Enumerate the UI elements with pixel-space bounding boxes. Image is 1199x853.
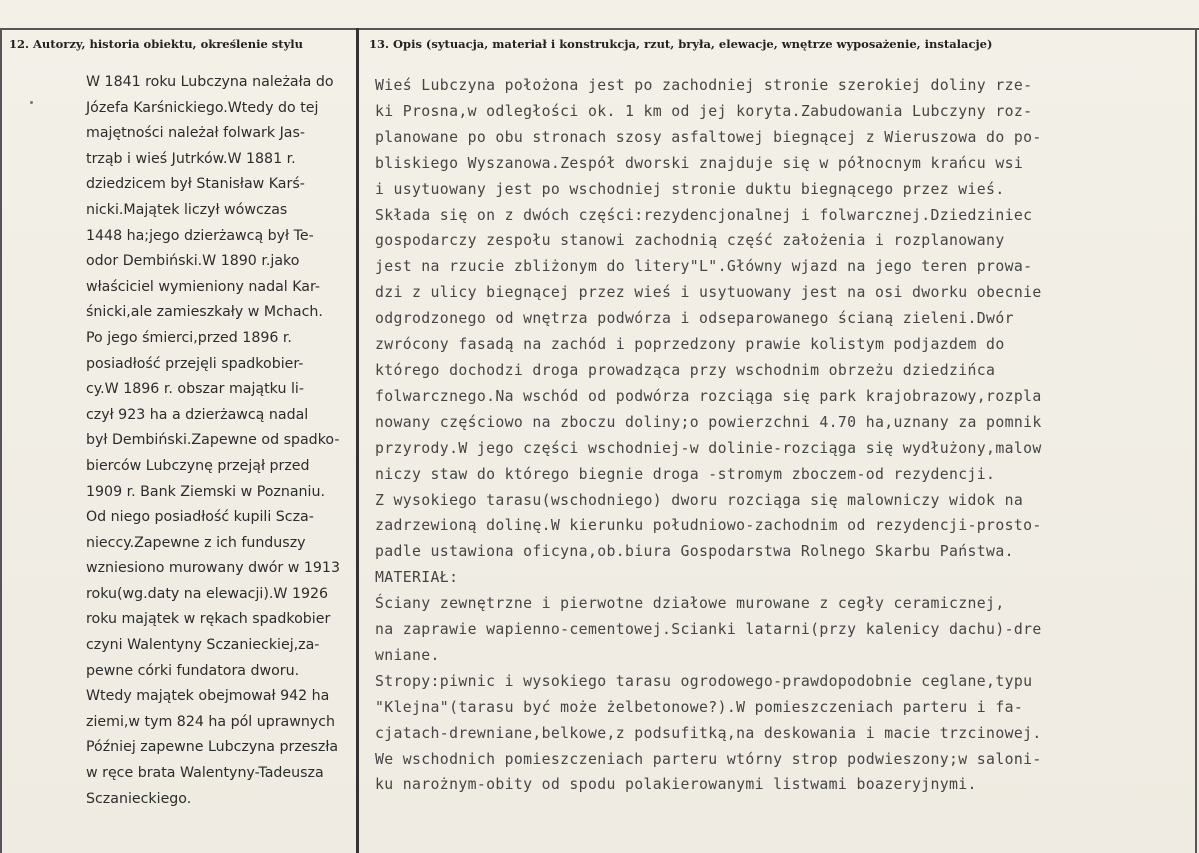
- history-line: Po jego śmierci,przed 1896 r.: [86, 329, 292, 346]
- description-line: ku narożnym-obity od spodu polakierowanymi listwami boazeryjnymi.: [375, 776, 977, 794]
- top-rule: [0, 28, 1199, 30]
- history-line: 1909 r. Bank Ziemski w Poznaniu.: [86, 483, 325, 500]
- section-13-heading: 13. Opis (sytuacja, materiał i konstrukcja, rzut, bryła, elewacje, wnętrze wyposażenie, instalacje): [369, 37, 993, 51]
- description-line: Ściany zewnętrzne i pierwotne działowe murowane z cegły ceramicznej,: [375, 595, 1005, 613]
- description-line: ki Prosna,w odległości ok. 1 km od jej koryta.Zabudowania Lubczyny roz-: [375, 102, 1033, 120]
- description-line: MATERIAŁ:: [375, 569, 459, 587]
- history-line: czył 923 ha a dzierżawcą nadal: [86, 406, 309, 423]
- description-line: gospodarczy zespołu stanowi zachodnią część założenia i rozplanowany: [375, 232, 1005, 250]
- description-line: jest na rzucie zbliżonym do litery"L".Główny wjazd na jego teren prowa-: [375, 258, 1033, 276]
- history-line: roku majątek w rękach spadkobier: [86, 611, 331, 628]
- description-line: padle ustawiona oficyna,ob.biura Gospodarstwa Rolnego Skarbu Państwa.: [375, 543, 1014, 561]
- description-line: "Klejna"(tarasu być może żelbetonowe?).W pomieszczeniach parteru i fa-: [375, 698, 1024, 716]
- history-line: bierców Lubczynę przejął przed: [86, 457, 310, 474]
- description-line: folwarcznego.Na wschód od podwórza rozciąga się park krajobrazowy,rozpla: [375, 387, 1042, 405]
- description-line: i usytuowany jest po wschodniej stronie duktu biegnącego przez wieś.: [375, 180, 1005, 198]
- description-line: Składa się on z dwóch części:rezydencjonalnej i folwarcznej.Dziedziniec: [375, 206, 1033, 224]
- history-line: nicki.Majątek liczył wówczas: [86, 201, 288, 218]
- description-line: odgrodzonego od wnętrza podwórza i odseparowanego ścianą zieleni.Dwór: [375, 310, 1014, 328]
- history-line: nieccy.Zapewne z ich funduszy: [86, 534, 306, 551]
- description-line: na zaprawie wapienno-cementowej.Scianki latarni(przy kalenicy dachu)-dre: [375, 621, 1042, 639]
- right-border: [1195, 28, 1197, 853]
- history-text: [86, 70, 352, 812]
- description-line: cjatach-drewniane,belkowe,z podsufitką,na deskowania i macie trzcinowej.: [375, 724, 1042, 742]
- description-line: Wieś Lubczyna położona jest po zachodniej stronie szerokiej doliny rze-: [375, 77, 1033, 94]
- description-line: We wschodnich pomieszczeniach parteru wtórny strop podwieszony;w saloni-: [375, 750, 1042, 768]
- description-line: Stropy:piwnic i wysokiego tarasu ogrodowego-prawdopodobnie ceglane,typu: [375, 672, 1033, 690]
- ink-dot: [30, 101, 33, 104]
- history-line: Józefa Karśnickiego.Wtedy do tej: [86, 99, 319, 116]
- history-line: Sczanieckiego.: [86, 790, 192, 807]
- history-line: majętności należał folwark Jas-: [86, 125, 305, 142]
- description-text: [375, 73, 1195, 798]
- history-line: trząb i wieś Jutrków.W 1881 r.: [86, 150, 296, 167]
- description-line: planowane po obu stronach szosy asfaltowej biegnącej z Wieruszowa do po-: [375, 128, 1042, 146]
- history-line: czyni Walentyny Sczanieckiej,za-: [86, 637, 320, 654]
- history-line: śnicki,ale zamieszkały w Mchach.: [86, 304, 323, 321]
- description-line: przyrody.W jego części wschodniej-w dolinie-rozciąga się wydłużony,malow: [375, 439, 1042, 457]
- description-line: dzi z ulicy biegnącej przez wieś i usytuowany jest na osi dworku obecnie: [375, 284, 1042, 302]
- description-line: nowany częściowo na zboczu doliny;o powierzchni 4.70 ha,uznany za pomnik: [375, 413, 1042, 431]
- description-line: którego dochodzi droga prowadząca przy wschodnim obrzeżu dziedzińca: [375, 361, 996, 379]
- history-line: w ręce brata Walentyny-Tadeusza: [86, 765, 324, 782]
- history-line: ziemi,w tym 824 ha pól uprawnych: [86, 713, 336, 730]
- history-line: posiadłość przejęli spadkobier-: [86, 355, 304, 372]
- history-line: 1448 ha;jego dzierżawcą był Te-: [86, 227, 314, 244]
- description-line: Z wysokiego tarasu(wschodniego) dworu rozciąga się malowniczy widok na: [375, 491, 1024, 509]
- history-line: właściciel wymieniony nadal Kar-: [86, 278, 321, 295]
- history-line: pewne córki fundatora dworu.: [86, 662, 300, 679]
- history-line: roku(wg.daty na elewacji).W 1926: [86, 585, 329, 602]
- history-line: Od niego posiadłość kupili Scza-: [86, 509, 314, 526]
- history-line: dziedzicem był Stanisław Karś-: [86, 176, 305, 193]
- history-line: Wtedy majątek obejmował 942 ha: [86, 688, 330, 705]
- history-line: Później zapewne Lubczyna przeszła: [86, 739, 339, 756]
- history-line: cy.W 1896 r. obszar majątku li-: [86, 381, 304, 398]
- history-line: wzniesiono murowany dwór w 1913: [86, 560, 340, 577]
- left-border: [0, 28, 2, 853]
- history-line: odor Dembiński.W 1890 r.jako: [86, 253, 300, 270]
- history-line: był Dembiński.Zapewne od spadko-: [86, 432, 340, 449]
- history-line: W 1841 roku Lubczyna należała do: [86, 74, 334, 90]
- description-line: zadrzewioną dolinę.W kierunku południowo-zachodnim od rezydencji-prosto-: [375, 517, 1042, 535]
- description-line: niczy staw do którego biegnie droga -stromym zboczem-od rezydencji.: [375, 465, 996, 483]
- section-12-heading: 12. Autorzy, historia obiektu, określenie stylu: [9, 37, 303, 51]
- description-line: bliskiego Wyszanowa.Zespół dworski znajduje się w północnym krańcu wsi: [375, 154, 1024, 172]
- column-divider: [356, 28, 359, 853]
- description-line: wniane.: [375, 646, 440, 664]
- description-line: zwrócony fasadą na zachód i poprzedzony prawie kolistym podjazdem do: [375, 336, 1005, 354]
